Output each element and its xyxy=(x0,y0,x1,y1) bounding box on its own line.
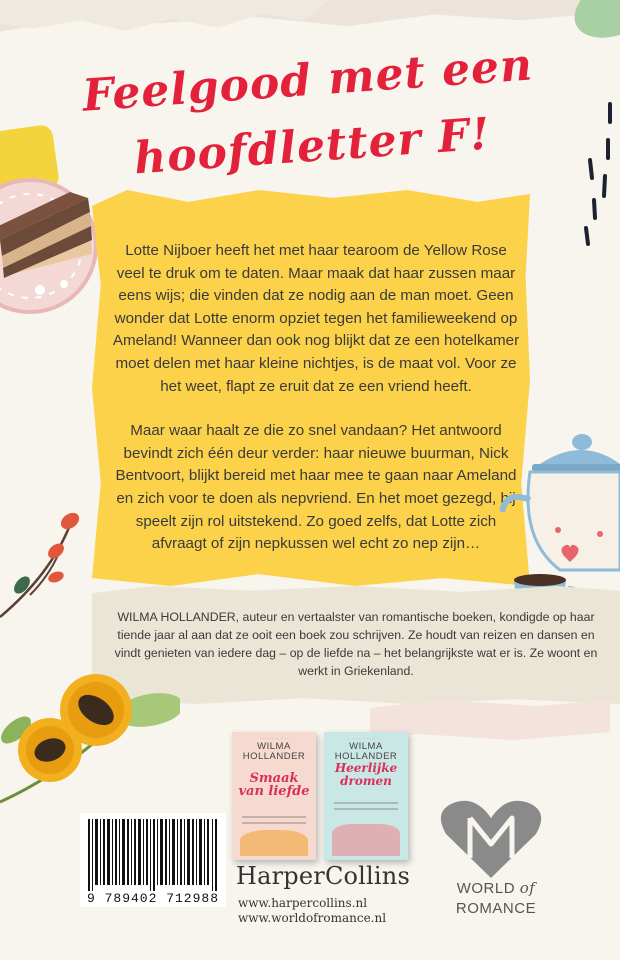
publisher-name: HarperCollins xyxy=(236,862,410,890)
author-bio: WILMA HOLLANDER, auteur en vertaalster van romantische boeken, kondigde op haar tiende jaar al aan dat ze ooit een boek zou schrijven. Ze houdt van reizen en dansen en vindt genieten van iedere dag – op de liefde na – het belangrijkste wat er is. Ze woont en werkt in Griekenland. xyxy=(114,610,598,678)
headline-line-1: Feelgood met een xyxy=(80,39,535,122)
blurb-paragraph-2: Maar waar haalt ze die zo snel vandaan? Het antwoord bevindt zich één deur verder: haar nieuwe buurman, Nick Bentvoort, blijkt bereid met haar mee te gaan naar Ameland en zich voor te doen als nepvriend. En het moet gezegd, hij speelt zijn rol uitstekend. Zo goed zelfs, dat Lotte zich afvraagt of zijn nepkussen wel echt zo nep zijn… xyxy=(115,422,517,553)
book-author: WILMA HOLLANDER xyxy=(334,741,398,762)
barcode xyxy=(80,813,226,907)
book-illustration xyxy=(240,830,308,856)
imprint-line-1 xyxy=(438,878,554,899)
book-illustration xyxy=(332,824,400,856)
headline-line-2: hoofdletter F! xyxy=(132,108,493,185)
blurb-text xyxy=(110,240,522,578)
book-text-line xyxy=(334,802,398,804)
barcode-bars xyxy=(88,819,218,891)
dashes-decoration xyxy=(580,100,620,250)
publisher-url-2: www.worldofromance.nl xyxy=(238,911,387,925)
imprint-of: of xyxy=(519,879,536,897)
heart-logo-icon xyxy=(436,800,546,880)
blurb-paragraph-1: Lotte Nijboer heeft het met haar tearoom de Yellow Rose veel te druk om te daten. Maar maak dat haar zussen maar eens wijs; die vinden dat ze nodig aan de man moet. Geen wonder dat Lotte enorm opziet tegen het familieweekend op Ameland! Wanneer dan ook nog blijkt dat ze een hotelkamer moet delen met haar kleine nichtjes, is de maat vol. Voor ze het weet, flapt ze eruit dat ze een vriend heeft. xyxy=(112,242,520,395)
book-author: WILMA HOLLANDER xyxy=(242,741,306,762)
publisher-url-1: www.harpercollins.nl xyxy=(238,896,368,910)
book-text-line xyxy=(334,808,398,810)
book-cover-smaak-van-liefde xyxy=(232,732,316,860)
barcode-number: 9 789402 712988 xyxy=(86,891,220,906)
imprint-line-2: ROMANCE xyxy=(455,900,537,917)
imprint-world: WORLD xyxy=(456,880,520,897)
book-title: Heerlijke dromen xyxy=(334,761,398,788)
book-text-line xyxy=(242,816,306,818)
book-title: Smaak van liefde xyxy=(238,771,310,799)
book-text-line xyxy=(242,822,306,824)
book-series-label: · · · · · · · · · · · · xyxy=(351,736,381,741)
book-series-label: · · · · · · · · · · · · xyxy=(259,736,289,741)
book-cover-heerlijke-dromen xyxy=(324,732,408,860)
world-of-romance-logo xyxy=(438,878,554,919)
flower-branch-illustration xyxy=(0,505,100,625)
sunflower-illustration xyxy=(0,670,180,810)
